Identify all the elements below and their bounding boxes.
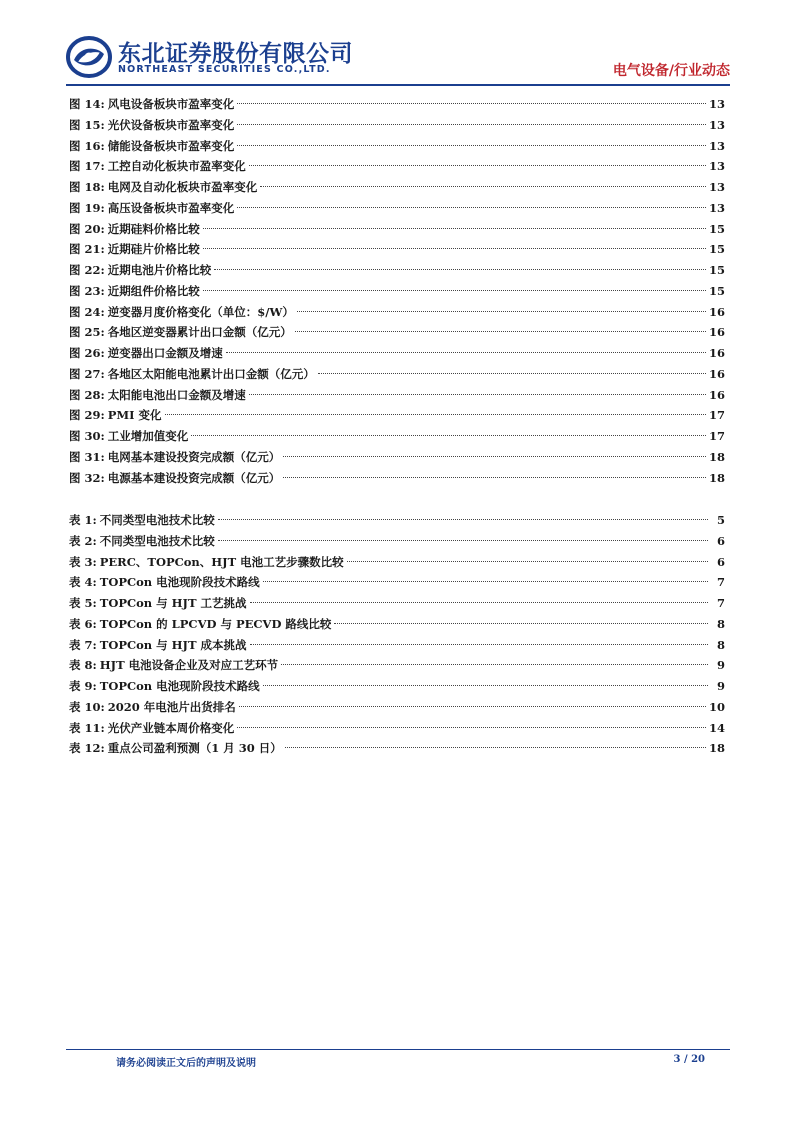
toc-leader-dots <box>347 561 708 562</box>
toc-entry[interactable] <box>69 198 725 219</box>
toc-entry-label <box>69 447 280 468</box>
toc-entry-label <box>69 738 282 759</box>
toc-entry-title: PMI 变化 <box>107 408 162 423</box>
toc-entry-number: 表 8: <box>69 658 97 673</box>
toc-leader-dots <box>297 311 706 312</box>
toc-entry-page: 17 <box>708 408 725 423</box>
toc-leader-dots <box>203 290 706 291</box>
toc-entry-number: 图 24: <box>69 304 105 319</box>
toc-entry-page: 18 <box>708 741 725 756</box>
toc-entry-label <box>69 655 278 676</box>
toc-entry-number: 图 18: <box>69 180 105 194</box>
toc-entry-title: TOPCon 与 HJT 工艺挑战 <box>99 596 247 610</box>
toc-leader-dots <box>285 747 706 748</box>
toc-entry-title: TOPCon 与 HJT 成本挑战 <box>99 637 247 652</box>
toc-entry-page: 16 <box>708 346 725 360</box>
toc-entry-number: 图 27: <box>69 366 105 381</box>
toc-entry-page: 16 <box>708 325 725 340</box>
toc-entry-page: 17 <box>708 429 725 443</box>
toc-entry-number: 图 20: <box>69 221 105 236</box>
page-header <box>66 34 730 84</box>
toc-entry[interactable] <box>69 531 725 552</box>
toc-entry-page: 13 <box>708 97 725 111</box>
toc-leader-dots <box>203 248 706 249</box>
toc-entry-label <box>69 136 234 157</box>
toc-entry-page: 7 <box>716 575 725 590</box>
toc-entry-number: 图 28: <box>69 387 105 402</box>
toc-leader-dots <box>214 269 706 270</box>
toc-entry-label <box>69 614 331 635</box>
toc-entry-title: 电网及自动化板块市盈率变化 <box>107 180 258 194</box>
toc-entry-label <box>69 115 234 136</box>
toc-entry-number: 图 16: <box>69 138 105 153</box>
toc-entry-number: 图 15: <box>69 117 105 132</box>
toc-entry-label <box>69 572 260 593</box>
toc-entry[interactable] <box>69 115 725 136</box>
toc-entry-number: 表 4: <box>69 575 97 590</box>
toc-entry[interactable] <box>69 219 725 240</box>
toc-entry-page: 10 <box>708 699 725 714</box>
toc-leader-dots <box>218 519 708 520</box>
page-number: 3 / 20 <box>673 1054 705 1065</box>
toc-entry-title: 重点公司盈利预测（1 月 30 日） <box>107 741 282 756</box>
toc-entry-page: 9 <box>716 679 725 693</box>
toc-entry[interactable] <box>69 614 725 635</box>
toc-entry[interactable] <box>69 260 725 281</box>
toc-entry[interactable] <box>69 156 725 177</box>
toc-entry-page: 15 <box>708 242 725 257</box>
toc-entry-number: 图 30: <box>69 429 105 443</box>
toc-entry-number: 表 9: <box>69 679 97 693</box>
toc-leader-dots <box>263 581 708 582</box>
toc-entry-title: 电源基本建设投资完成额（亿元） <box>107 470 281 485</box>
toc-entry-label <box>69 697 236 718</box>
toc-entry-label <box>69 302 294 323</box>
toc-entry[interactable] <box>69 718 725 739</box>
toc-entry-title: 逆变器月度价格变化（单位：$/W） <box>107 304 294 319</box>
toc-entry-title: 太阳能电池出口金额及增速 <box>107 387 246 402</box>
toc-leader-dots <box>237 145 706 146</box>
toc-entry-number: 图 19: <box>69 200 105 215</box>
toc-entry-title: 近期硅料价格比较 <box>107 221 200 236</box>
toc-entry-page: 9 <box>716 658 725 673</box>
toc-entry-page: 18 <box>708 470 725 485</box>
toc-entry-title: 高压设备板块市盈率变化 <box>107 200 235 215</box>
toc-entry-page: 15 <box>708 263 725 277</box>
toc-entry-number: 图 17: <box>69 159 105 174</box>
toc-entry[interactable] <box>69 447 725 468</box>
toc-leader-dots <box>249 394 706 395</box>
toc-entry-page: 6 <box>716 533 725 548</box>
toc-entry[interactable] <box>69 510 725 531</box>
toc-entry[interactable] <box>69 426 725 447</box>
toc-leader-dots <box>191 435 706 436</box>
toc-entry[interactable] <box>69 281 725 302</box>
toc-leader-dots <box>250 602 708 603</box>
toc-leader-dots <box>334 623 708 624</box>
company-name-en: NORTHEAST SECURITIES CO.,LTD. <box>118 64 331 75</box>
toc-entry-label <box>69 531 215 552</box>
toc-entry-title: 工业增加值变化 <box>107 429 189 443</box>
toc-entry-label <box>69 343 223 364</box>
toc-entry-number: 表 5: <box>69 596 97 610</box>
toc-entry-label <box>69 468 280 489</box>
toc-entry-page: 7 <box>716 596 725 610</box>
toc-leader-dots <box>318 373 706 374</box>
figure-list <box>69 94 725 488</box>
toc-entry-label <box>69 510 215 531</box>
toc-entry-title: 风电设备板块市盈率变化 <box>107 97 235 111</box>
toc-leader-dots <box>218 540 708 541</box>
toc-entry[interactable] <box>69 94 725 115</box>
toc-entry[interactable] <box>69 738 725 759</box>
toc-entry-label <box>69 322 292 343</box>
toc-entry-number: 图 23: <box>69 283 105 298</box>
toc-leader-dots <box>239 706 706 707</box>
toc-entry-title: 近期电池片价格比较 <box>107 263 212 277</box>
toc-entry-title: HJT 电池设备企业及对应工艺环节 <box>99 658 279 673</box>
toc-entry-page: 13 <box>708 200 725 215</box>
toc-entry[interactable] <box>69 177 725 198</box>
toc-leader-dots <box>237 124 706 125</box>
toc-entry[interactable] <box>69 468 725 489</box>
toc-entry-number: 表 6: <box>69 616 97 631</box>
toc-entry-number: 表 11: <box>69 720 105 735</box>
toc-entry-page: 14 <box>708 720 725 735</box>
toc-entry-number: 表 10: <box>69 699 105 714</box>
footer-divider <box>66 1049 730 1050</box>
toc-entry[interactable] <box>69 635 725 656</box>
toc-entry-number: 图 25: <box>69 325 105 340</box>
toc-leader-dots <box>260 186 706 187</box>
toc-entry-label <box>69 281 200 302</box>
toc-leader-dots <box>203 228 706 229</box>
toc-entry-label <box>69 405 162 426</box>
toc-entry-label <box>69 177 257 198</box>
toc-entry[interactable] <box>69 552 725 573</box>
company-name-cn: 东北证券股份有限公司 <box>118 41 353 67</box>
toc-entry-label <box>69 552 344 573</box>
toc-entry-label <box>69 676 260 697</box>
toc-entry-page: 15 <box>708 283 725 298</box>
toc-entry[interactable] <box>69 655 725 676</box>
toc-leader-dots <box>283 456 706 457</box>
toc-entry-label <box>69 219 200 240</box>
toc-entry-title: TOPCon 电池现阶段技术路线 <box>99 575 260 590</box>
toc-entry-page: 15 <box>708 221 725 236</box>
toc-entry-title: 近期硅片价格比较 <box>107 242 200 257</box>
toc-entry-page: 16 <box>708 366 725 381</box>
toc-entry-page: 13 <box>708 117 725 132</box>
toc-leader-dots <box>263 685 708 686</box>
toc-leader-dots <box>250 644 708 645</box>
header-divider <box>66 84 730 86</box>
toc-entry[interactable] <box>69 697 725 718</box>
toc-entry-title: 各地区太阳能电池累计出口金额（亿元） <box>107 366 315 381</box>
toc-entry-title: 不同类型电池技术比较 <box>99 513 215 527</box>
toc-entry-title: 近期组件价格比较 <box>107 283 200 298</box>
toc-leader-dots <box>249 165 706 166</box>
toc-entry[interactable] <box>69 572 725 593</box>
toc-entry-number: 表 1: <box>69 513 97 527</box>
toc-entry-label <box>69 239 200 260</box>
toc-entry-label <box>69 198 234 219</box>
toc-entry-label <box>69 426 188 447</box>
toc-entry-title: 电网基本建设投资完成额（亿元） <box>107 449 281 464</box>
toc-leader-dots <box>165 414 706 415</box>
toc-entry-page: 13 <box>708 138 725 153</box>
toc-entry-number: 图 26: <box>69 346 105 360</box>
toc-entry-page: 18 <box>708 449 725 464</box>
toc-entry-page: 13 <box>708 180 725 194</box>
toc-entry-number: 图 21: <box>69 242 105 257</box>
toc-entry-title: 光伏设备板块市盈率变化 <box>107 117 235 132</box>
toc-entry-label <box>69 364 315 385</box>
toc-leader-dots <box>237 727 706 728</box>
toc-entry-number: 图 29: <box>69 408 105 423</box>
toc-entry-label <box>69 260 211 281</box>
toc-entry[interactable] <box>69 322 725 343</box>
toc-leader-dots <box>226 352 706 353</box>
toc-entry-title: 储能设备板块市盈率变化 <box>107 138 235 153</box>
toc-entry-page: 8 <box>716 616 725 631</box>
toc-entry-page: 13 <box>708 159 725 174</box>
toc-entry-title: PERC、TOPCon、HJT 电池工艺步骤数比较 <box>99 554 344 569</box>
toc-entry-number: 表 2: <box>69 533 97 548</box>
toc-leader-dots <box>237 103 706 104</box>
toc-entry-page: 6 <box>716 554 725 569</box>
toc-entry-page: 8 <box>716 637 725 652</box>
disclaimer-note: 请务必阅读正文后的声明及说明 <box>116 1058 256 1069</box>
toc-entry[interactable] <box>69 676 725 697</box>
toc-leader-dots <box>295 331 706 332</box>
toc-entry-number: 表 12: <box>69 741 105 756</box>
toc-leader-dots <box>283 477 706 478</box>
table-list <box>69 510 725 759</box>
toc-entry-title: TOPCon 的 LPCVD 与 PECVD 路线比较 <box>99 616 332 631</box>
toc-entry-number: 图 32: <box>69 470 105 485</box>
toc-entry-label <box>69 156 246 177</box>
toc-entry[interactable] <box>69 364 725 385</box>
toc-entry[interactable] <box>69 136 725 157</box>
toc-entry-title: 不同类型电池技术比较 <box>99 533 215 548</box>
toc-leader-dots <box>237 207 706 208</box>
toc-entry-title: 2020 年电池片出货排名 <box>107 699 236 714</box>
toc-entry-title: 光伏产业链本周价格变化 <box>107 720 235 735</box>
company-logo-icon <box>66 36 112 78</box>
toc-entry-number: 图 14: <box>69 97 105 111</box>
toc-entry[interactable] <box>69 405 725 426</box>
toc-entry[interactable] <box>69 343 725 364</box>
toc-entry[interactable] <box>69 385 725 406</box>
toc-entry-number: 表 7: <box>69 637 97 652</box>
toc-entry-page: 5 <box>716 513 725 527</box>
toc-entry[interactable] <box>69 593 725 614</box>
toc-entry[interactable] <box>69 302 725 323</box>
toc-entry-title: 工控自动化板块市盈率变化 <box>107 159 246 174</box>
toc-entry-page: 16 <box>708 387 725 402</box>
toc-entry-label <box>69 385 246 406</box>
toc-leader-dots <box>281 664 708 665</box>
toc-entry-label <box>69 94 234 115</box>
toc-entry-number: 图 31: <box>69 449 105 464</box>
toc-entry-title: 逆变器出口金额及增速 <box>107 346 223 360</box>
toc-entry-label <box>69 718 234 739</box>
toc-entry-title: TOPCon 电池现阶段技术路线 <box>99 679 260 693</box>
toc-entry-number: 表 3: <box>69 554 97 569</box>
toc-entry-label <box>69 635 247 656</box>
toc-entry-label <box>69 593 247 614</box>
toc-entry-title: 各地区逆变器累计出口金额（亿元） <box>107 325 292 340</box>
toc-entry[interactable] <box>69 239 725 260</box>
toc-entry-number: 图 22: <box>69 263 105 277</box>
toc-entry-page: 16 <box>708 304 725 319</box>
report-category: 电气设备/行业动态 <box>612 63 730 79</box>
